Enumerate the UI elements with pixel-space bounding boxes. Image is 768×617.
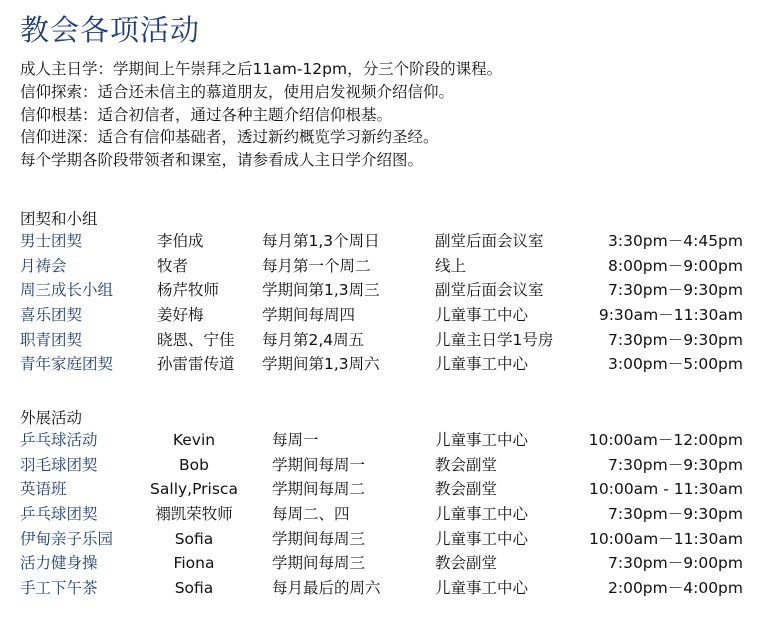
activity-leader: 晓恩、宁佳 (157, 330, 235, 349)
activity-location: 儿童事工中心 (435, 355, 529, 374)
activity-schedule: 每月第2,4周五 (262, 330, 365, 349)
activity-leader: 牧者 (157, 256, 189, 275)
activity-leader: 李伯成 (157, 232, 204, 250)
activity-location: 教会副堂 (435, 554, 498, 573)
activity-name: 男士团契 (20, 232, 83, 250)
activity-name: 活力健身操 (20, 554, 98, 573)
activity-location: 儿童事工中心 (435, 306, 529, 325)
activity-schedule: 学期间每周二 (272, 480, 366, 499)
activity-name: 羽毛球团契 (20, 455, 98, 474)
activity-time: 7:30pm－9:00pm (608, 554, 743, 573)
table-row (0, 328, 768, 353)
activity-name: 月祷会 (20, 256, 67, 275)
table-row (0, 303, 768, 328)
table-row (0, 229, 768, 254)
intro-line-faith-advanced: 信仰进深：适合有信仰基础者，透过新约概览学习新约圣经。 (20, 128, 439, 147)
activity-leader: Kevin (172, 431, 216, 449)
activity-leader: 姜好梅 (157, 306, 204, 325)
activity-leader: Sofia (174, 529, 214, 548)
activity-leader: 杨芹牧师 (157, 281, 220, 300)
outreach-table (0, 428, 768, 601)
activity-time: 7:30pm－9:30pm (608, 281, 743, 300)
activity-location: 儿童事工中心 (435, 505, 529, 524)
activity-schedule: 每月第一个周二 (262, 256, 371, 275)
table-row (0, 254, 768, 279)
activity-location: 儿童事工中心 (435, 579, 529, 598)
activity-time: 7:30pm－9:30pm (608, 455, 743, 474)
groups-heading: 团契和小组 (20, 210, 98, 228)
activity-schedule: 每周一 (272, 431, 319, 449)
groups-table (0, 229, 768, 377)
activity-schedule: 学期间第1,3周三 (262, 281, 380, 300)
activity-schedule: 学期间每周四 (262, 306, 356, 325)
activity-time: 10:00am－11:30am (588, 529, 743, 548)
activity-time: 7:30pm－9:30pm (608, 330, 743, 349)
page-title: 教会各项活动 (20, 13, 201, 47)
activity-location: 教会副堂 (435, 480, 498, 499)
activity-location: 副堂后面会议室 (435, 281, 544, 300)
activity-leader: Sofia (174, 579, 214, 598)
table-row (0, 477, 768, 502)
activity-name: 乒乓球团契 (20, 505, 98, 524)
activity-time: 3:00pm－5:00pm (608, 355, 743, 374)
activity-schedule: 每月第1,3个周日 (262, 232, 380, 250)
activity-leader: 禤凯荣牧师 (155, 505, 233, 524)
table-row (0, 352, 768, 377)
activity-name: 职青团契 (20, 330, 83, 349)
intro-line-sunday-school: 成人主日学：学期间上午崇拜之后11am-12pm，分三个阶段的课程。 (20, 60, 503, 78)
table-row (0, 551, 768, 576)
activity-location: 线上 (435, 256, 467, 275)
activity-location: 儿童事工中心 (435, 529, 529, 548)
activity-name: 手工下午茶 (20, 579, 98, 598)
intro-paragraph (20, 58, 502, 172)
activity-location: 儿童主日学1号房 (435, 330, 554, 349)
intro-line-faith-foundation: 信仰根基：适合初信者，通过各种主题介绍信仰根基。 (20, 105, 393, 124)
activity-schedule: 学期间每周三 (272, 554, 366, 573)
outreach-heading: 外展活动 (20, 409, 83, 427)
activity-location: 儿童事工中心 (435, 431, 529, 449)
activity-schedule: 学期间第1,3周六 (262, 355, 380, 374)
table-row (0, 453, 768, 478)
activity-leader: 孙雷雷传道 (157, 355, 235, 374)
activity-time: 10:00am－12:00pm (588, 431, 743, 449)
activity-name: 周三成长小组 (20, 281, 114, 300)
activity-leader: Fiona (173, 554, 215, 573)
activity-schedule: 学期间每周一 (272, 455, 366, 474)
table-row (0, 576, 768, 601)
activity-time: 8:00pm－9:00pm (608, 256, 743, 275)
activity-time: 10:00am - 11:30am (589, 480, 743, 499)
intro-line-faith-exploration: 信仰探索：适合还未信主的慕道朋友，使用启发视频介绍信仰。 (20, 82, 455, 101)
activity-name: 青年家庭团契 (20, 355, 114, 374)
activity-name: 喜乐团契 (20, 306, 83, 325)
activity-schedule: 每月最后的周六 (272, 579, 381, 598)
activity-time: 9:30am－11:30am (598, 306, 743, 325)
intro-line-note: 每个学期各阶段带领者和课室，请参看成人主日学介绍图。 (20, 151, 424, 170)
table-row (0, 278, 768, 303)
activity-leader: Sally,Prisca (150, 480, 238, 499)
activity-location: 教会副堂 (435, 455, 498, 474)
activity-leader: Bob (179, 455, 209, 474)
activity-schedule: 学期间每周三 (272, 529, 366, 548)
activity-time: 3:30pm－4:45pm (608, 232, 743, 250)
activity-schedule: 每周二、四 (272, 505, 350, 524)
table-row (0, 428, 768, 453)
activity-location: 副堂后面会议室 (435, 232, 544, 250)
activity-name: 乒乓球活动 (20, 431, 98, 449)
activity-time: 7:30pm－9:30pm (608, 505, 743, 524)
activity-name: 伊甸亲子乐园 (20, 529, 114, 548)
activity-time: 2:00pm－4:00pm (608, 579, 743, 598)
activity-name: 英语班 (20, 480, 67, 499)
table-row (0, 527, 768, 552)
table-row (0, 502, 768, 527)
